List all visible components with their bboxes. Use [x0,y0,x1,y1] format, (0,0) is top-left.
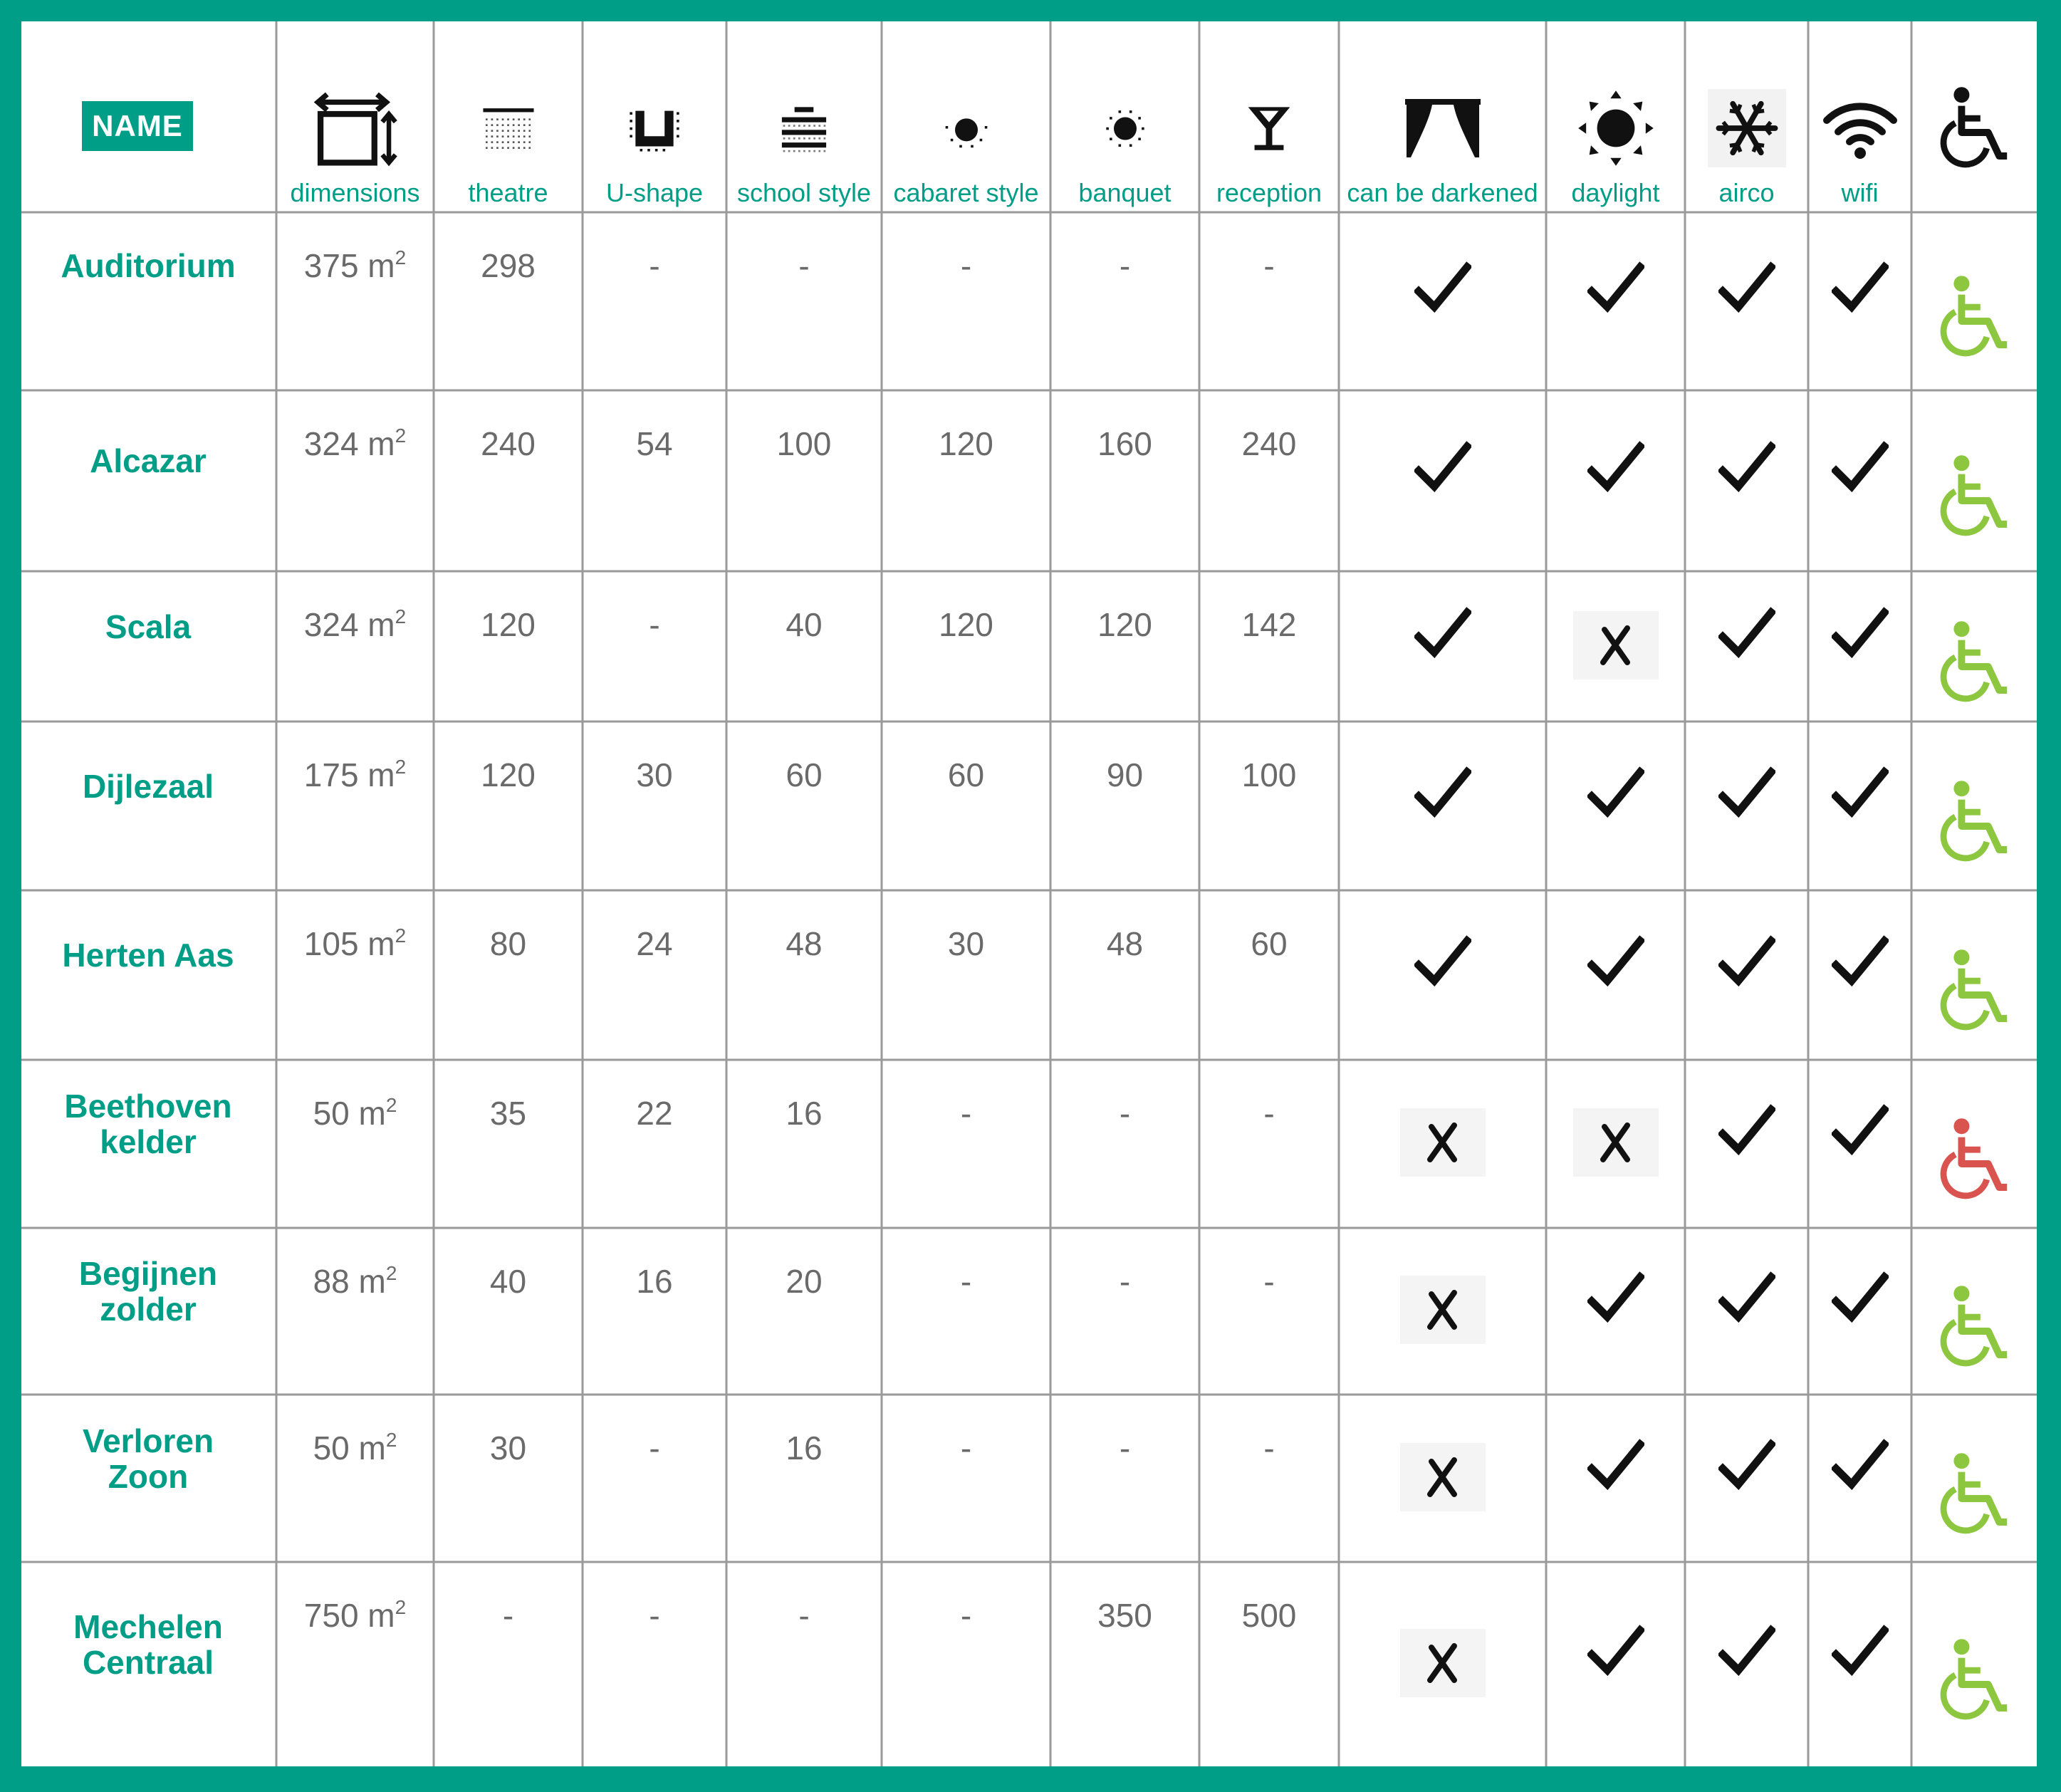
column-header-airco: airco [1718,178,1775,207]
checkmark-icon [1832,1270,1889,1327]
dimension-value: 750 m [303,1597,395,1634]
column-header-reception: reception [1216,178,1322,207]
checkmark-icon [1832,439,1889,496]
dimension-value: 324 m [303,425,395,462]
room-name: Alcazar [90,442,207,479]
cell-theatre: 120 [481,606,536,643]
cell-cabaret: - [960,1429,972,1467]
cell-dimensions [276,926,434,962]
column-header-dark: can be darkened [1347,178,1538,207]
room-name: Auditorium [61,247,236,284]
checkmark-icon [1414,439,1471,496]
wheelchair-accessible-icon [1935,620,2013,705]
cell-ushape: 24 [636,925,673,962]
cell-school: 40 [786,606,823,643]
cross-icon [1414,1449,1471,1506]
banquet-icon [1097,103,1154,153]
column-header-dimensions: dimensions [290,178,420,207]
checkmark-icon [1832,1103,1889,1160]
dimension-value: 50 m [313,1095,386,1132]
cell-theatre: 30 [489,1429,527,1467]
unit-superscript: 2 [385,1094,397,1116]
checkmark-icon [1832,605,1889,662]
cell-dimensions [276,607,434,642]
checkmark-icon [1718,1437,1775,1494]
cross-icon [1587,1114,1644,1171]
cell-cabaret: - [960,1095,972,1132]
column-header-cabaret: cabaret style [893,178,1039,207]
cell-theatre: 120 [481,756,536,793]
checkmark-icon [1587,260,1644,317]
wheelchair-accessible-icon [1935,1284,2013,1370]
dimensions-icon [313,89,398,167]
sun-icon [1577,89,1655,167]
wifi-icon [1821,96,1899,160]
cell-school: - [798,247,810,284]
cell-reception: - [1263,1429,1275,1467]
checkmark-icon [1587,934,1644,991]
wheelchair-accessible-icon [1935,1452,2013,1537]
cell-ushape: - [649,606,660,643]
checkmark-icon [1832,765,1889,822]
cell-banquet: - [1119,1095,1131,1132]
cell-banquet: 120 [1097,606,1152,643]
unit-superscript: 2 [395,756,407,778]
cross-icon [1587,617,1644,674]
checkmark-icon [1718,1103,1775,1160]
checkmark-icon [1414,605,1471,662]
unit-superscript: 2 [385,1429,397,1451]
checkmark-icon [1832,260,1889,317]
dimension-value: 324 m [303,606,395,643]
cell-theatre: 240 [481,425,536,462]
cell-ushape: 16 [636,1263,673,1300]
room-name: Mechelen Centraal [73,1608,223,1681]
cocktail-glass-icon [1241,103,1298,153]
cell-banquet: 48 [1106,925,1144,962]
cell-theatre: 80 [489,925,527,962]
curtains-icon [1404,96,1482,160]
cell-dimensions [276,426,434,462]
cell-ushape: 30 [636,756,673,793]
checkmark-icon [1832,1623,1889,1680]
cell-cabaret: - [960,1597,972,1634]
cell-cabaret: 120 [939,425,993,462]
cell-school: 48 [786,925,823,962]
cell-banquet: 90 [1106,756,1144,793]
checkmark-icon [1832,934,1889,991]
cross-icon [1414,1114,1471,1171]
wheelchair-accessible-icon [1935,454,2013,539]
cell-theatre: 35 [489,1095,527,1132]
cell-cabaret: 60 [947,756,985,793]
cell-theatre: - [502,1597,514,1634]
cell-dimensions [276,757,434,793]
u-shape-icon [626,103,683,153]
checkmark-icon [1587,1270,1644,1327]
unit-superscript: 2 [395,1596,407,1618]
cell-dimensions [276,1095,434,1131]
cell-banquet: 160 [1097,425,1152,462]
cell-school: 16 [786,1095,823,1132]
cell-reception: 100 [1241,756,1297,793]
cell-school: 16 [786,1429,823,1467]
unit-superscript: 2 [395,424,407,447]
cell-cabaret: 30 [947,925,985,962]
cross-icon [1414,1281,1471,1338]
cell-dimensions [276,1264,434,1299]
cell-cabaret: - [960,247,972,284]
cell-reception: 142 [1241,606,1297,643]
cabaret-icon [938,103,995,153]
room-name: Begijnen zolder [78,1255,218,1328]
checkmark-icon [1414,934,1471,991]
cell-cabaret: - [960,1263,972,1300]
checkmark-icon [1587,765,1644,822]
wheelchair-accessible-icon [1935,1637,2013,1723]
wheelchair-icon [1935,85,2013,171]
cell-ushape: - [649,1429,660,1467]
checkmark-icon [1587,439,1644,496]
column-header-daylight: daylight [1571,178,1660,207]
cell-reception: - [1263,1095,1275,1132]
school-style-icon [776,103,833,153]
column-header-school: school style [736,178,872,207]
room-name: Herten Aas [62,937,234,974]
cell-banquet: - [1119,1429,1131,1467]
snowflake-icon [1708,89,1786,167]
unit-superscript: 2 [395,246,407,269]
column-header-ushape: U-shape [605,178,704,207]
unit-superscript: 2 [395,605,407,627]
cell-ushape: 54 [636,425,673,462]
cell-ushape: - [649,1597,660,1634]
wheelchair-accessible-icon [1935,948,2013,1033]
wheelchair-accessible-icon [1935,274,2013,360]
checkmark-icon [1832,1437,1889,1494]
cell-banquet: - [1119,247,1131,284]
cell-school: 20 [786,1263,823,1300]
cell-dimensions [276,1598,434,1633]
dimension-value: 50 m [313,1429,386,1467]
name-column-badge: NAME [82,101,193,151]
column-header-wifi: wifi [1841,178,1879,207]
dimension-value: 88 m [313,1263,386,1300]
room-name: Beethoven kelder [64,1088,232,1160]
cell-reception: - [1263,1263,1275,1300]
cross-icon [1414,1635,1471,1692]
cell-theatre: 298 [481,247,536,284]
cell-cabaret: 120 [939,606,993,643]
venue-table [21,21,2037,1766]
room-name: Scala [105,608,192,645]
checkmark-icon [1587,1437,1644,1494]
unit-superscript: 2 [395,924,407,947]
checkmark-icon [1718,765,1775,822]
cell-school: 100 [776,425,832,462]
cell-reception: 500 [1241,1597,1297,1634]
checkmark-icon [1718,1270,1775,1327]
wheelchair-not-accessible-icon [1935,1117,2013,1202]
checkmark-icon [1718,439,1775,496]
cell-reception: 240 [1241,425,1297,462]
column-header-banquet: banquet [1078,178,1172,207]
checkmark-icon [1587,1623,1644,1680]
checkmark-icon [1718,605,1775,662]
unit-superscript: 2 [385,1262,397,1284]
checkmark-icon [1718,260,1775,317]
checkmark-icon [1718,1623,1775,1680]
checkmark-icon [1414,765,1471,822]
theatre-icon [480,103,537,153]
checkmark-icon [1414,260,1471,317]
cell-banquet: 350 [1097,1597,1152,1634]
cell-school: 60 [786,756,823,793]
cell-dimensions [276,1430,434,1466]
wheelchair-accessible-icon [1935,779,2013,865]
cell-ushape: 22 [636,1095,673,1132]
column-header-theatre: theatre [468,178,548,207]
checkmark-icon [1718,934,1775,991]
cell-dimensions [276,248,434,283]
cell-theatre: 40 [489,1263,527,1300]
cell-reception: - [1263,247,1275,284]
cell-reception: 60 [1251,925,1288,962]
cell-banquet: - [1119,1263,1131,1300]
cell-school: - [798,1597,810,1634]
room-name: Verloren Zoon [82,1422,214,1495]
dimension-value: 375 m [303,247,395,284]
dimension-value: 105 m [303,925,395,962]
dimension-value: 175 m [303,756,395,793]
room-name: Dijlezaal [82,767,214,805]
cell-ushape: - [649,247,660,284]
